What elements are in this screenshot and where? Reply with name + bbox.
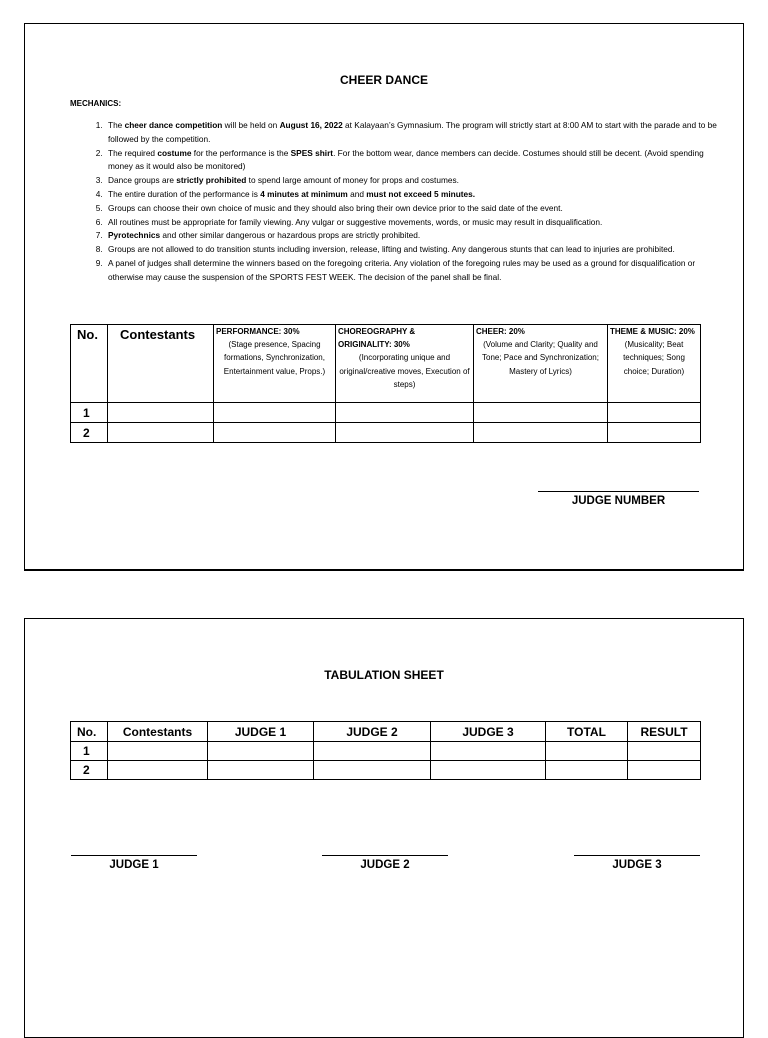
criterion-theme-music <box>608 325 701 403</box>
judge3-signature: JUDGE 3 <box>574 855 700 871</box>
mechanics-item <box>105 202 725 216</box>
rule-text: Dance groups are <box>108 175 177 186</box>
no-header: No. <box>71 325 108 403</box>
criterion-description: (Musicality; Beat techniques; Song choice; Duration) <box>623 340 685 376</box>
rule-text: strictly prohibited <box>176 175 247 186</box>
no-header: No. <box>71 722 108 742</box>
table-row <box>71 403 701 423</box>
total-cell[interactable] <box>546 761 628 780</box>
judge1-signature: JUDGE 1 <box>71 855 197 871</box>
judge2-signature: JUDGE 2 <box>322 855 448 871</box>
mechanics-item <box>105 188 725 202</box>
page-title: CHEER DANCE <box>339 73 428 87</box>
score-cell[interactable] <box>474 403 608 423</box>
result-cell[interactable] <box>628 761 701 780</box>
judge-number-signature: JUDGE NUMBER <box>538 491 699 507</box>
row-number: 1 <box>71 403 108 423</box>
mechanics-item <box>105 216 725 230</box>
mechanics-item <box>105 119 725 147</box>
row-number: 2 <box>71 761 108 780</box>
rule-text: The <box>108 120 125 130</box>
mechanics-item <box>105 147 725 175</box>
score-cell[interactable] <box>336 423 474 443</box>
judge3-header: JUDGE 3 <box>431 722 546 742</box>
judge1-header: JUDGE 1 <box>208 722 314 742</box>
table-row <box>71 742 701 761</box>
criterion-choreography <box>336 325 474 403</box>
score-table <box>70 324 701 443</box>
rule-text: All routines must be appropriate for family viewing. Any vulgar or suggestive movements, words, or music may result in disqualification. <box>108 216 603 227</box>
result-header: RESULT <box>628 722 701 742</box>
judge2-cell[interactable] <box>314 761 431 780</box>
score-cell[interactable] <box>474 423 608 443</box>
mechanics-item <box>105 243 725 257</box>
rule-text: will be held on <box>222 120 280 130</box>
criterion-description: (Volume and Clarity; Quality and Tone; Pace and Synchronization; Mastery of Lyrics) <box>482 340 599 376</box>
table-row <box>71 761 701 780</box>
judge1-cell[interactable] <box>208 761 314 780</box>
rule-text: A panel of judges shall determine the winners based on the foregoing criteria. Any violation of the foregoing rules may be used as a ground for disqualification or otherwise may cause the suspension of the SPORTS FEST WEEK. The decision of the panel shall be final. <box>108 257 696 282</box>
judge3-cell[interactable] <box>431 742 546 761</box>
tabulation-header <box>71 722 701 742</box>
rule-text: The required <box>108 147 158 158</box>
rule-text: cheer dance competition <box>124 120 223 130</box>
score-cell[interactable] <box>336 403 474 423</box>
row-number: 1 <box>71 742 108 761</box>
rule-text: Groups can choose their own choice of music and they should also bring their own device prior to the said date of the event. <box>108 202 563 213</box>
judge2-header: JUDGE 2 <box>314 722 431 742</box>
row-number: 2 <box>71 423 108 443</box>
criterion-title: THEME & MUSIC: 20% <box>610 327 695 336</box>
tabulation-title: TABULATION SHEET <box>324 668 444 682</box>
rule-text: at Kalayaan’s Gymnasium. The program will strictly start at 8:00 AM to start with the parade and to be followed by the competition. <box>108 120 717 144</box>
judge1-cell[interactable] <box>208 742 314 761</box>
rule-text: August 16, 2022 <box>279 120 343 130</box>
table-row <box>71 423 701 443</box>
rule-text: for the performance is the <box>191 147 291 158</box>
score-cell[interactable] <box>214 423 336 443</box>
criterion-performance <box>214 325 336 403</box>
contestants-header: Contestants <box>108 722 208 742</box>
judge2-cell[interactable] <box>314 742 431 761</box>
score-cell[interactable] <box>608 423 701 443</box>
rule-text: and other similar dangerous or hazardous props are strictly prohibited. <box>160 230 421 241</box>
rule-text: to spend large amount of money for props and costumes. <box>246 175 459 186</box>
contestant-cell[interactable] <box>108 423 214 443</box>
criterion-cheer <box>474 325 608 403</box>
contestants-header: Contestants <box>108 325 214 403</box>
judge3-cell[interactable] <box>431 761 546 780</box>
criterion-title: CHOREOGRAPHY & ORIGINALITY: 30% <box>338 327 416 350</box>
rule-text: must not exceed 5 minutes. <box>366 188 476 199</box>
contestant-cell[interactable] <box>108 742 208 761</box>
criterion-description: (Incorporating unique and original/creative moves, Execution of steps) <box>339 353 470 389</box>
rule-text: . For the bottom wear, dance members can decide. Costumes should still be decent. (Avoid spending money as it would also be monitored) <box>108 147 704 172</box>
criterion-description: (Stage presence, Spacing formations, Synchronization, Entertainment value, Props.) <box>223 340 326 376</box>
mechanics-item <box>105 257 725 285</box>
total-header: TOTAL <box>546 722 628 742</box>
contestant-cell[interactable] <box>108 403 214 423</box>
mechanics-label: MECHANICS: <box>70 99 122 108</box>
contestant-cell[interactable] <box>108 761 208 780</box>
criterion-title: PERFORMANCE: 30% <box>216 327 300 336</box>
criterion-title: CHEER: 20% <box>476 327 525 336</box>
mechanics-item <box>105 174 725 188</box>
rule-text: and <box>347 188 367 199</box>
score-cell[interactable] <box>608 403 701 423</box>
rule-text: SPES shirt <box>290 147 334 158</box>
score-table-header <box>71 325 701 403</box>
total-cell[interactable] <box>546 742 628 761</box>
rule-text: 4 minutes at minimum <box>260 188 348 199</box>
result-cell[interactable] <box>628 742 701 761</box>
mechanics-item <box>105 229 725 243</box>
score-cell[interactable] <box>214 403 336 423</box>
rule-text: Pyrotechnics <box>108 230 161 241</box>
rule-text: costume <box>157 147 192 158</box>
rule-text: The entire duration of the performance is <box>108 188 261 199</box>
tabulation-sheet <box>24 618 744 1038</box>
cheer-dance-sheet <box>24 23 744 571</box>
rule-text: Groups are not allowed to do transition stunts including inversion, release, lifting and twisting. Any dangerous stunts that can lead to injuries are prohibited. <box>108 244 675 255</box>
tabulation-table <box>70 721 701 780</box>
mechanics-list <box>83 119 725 285</box>
